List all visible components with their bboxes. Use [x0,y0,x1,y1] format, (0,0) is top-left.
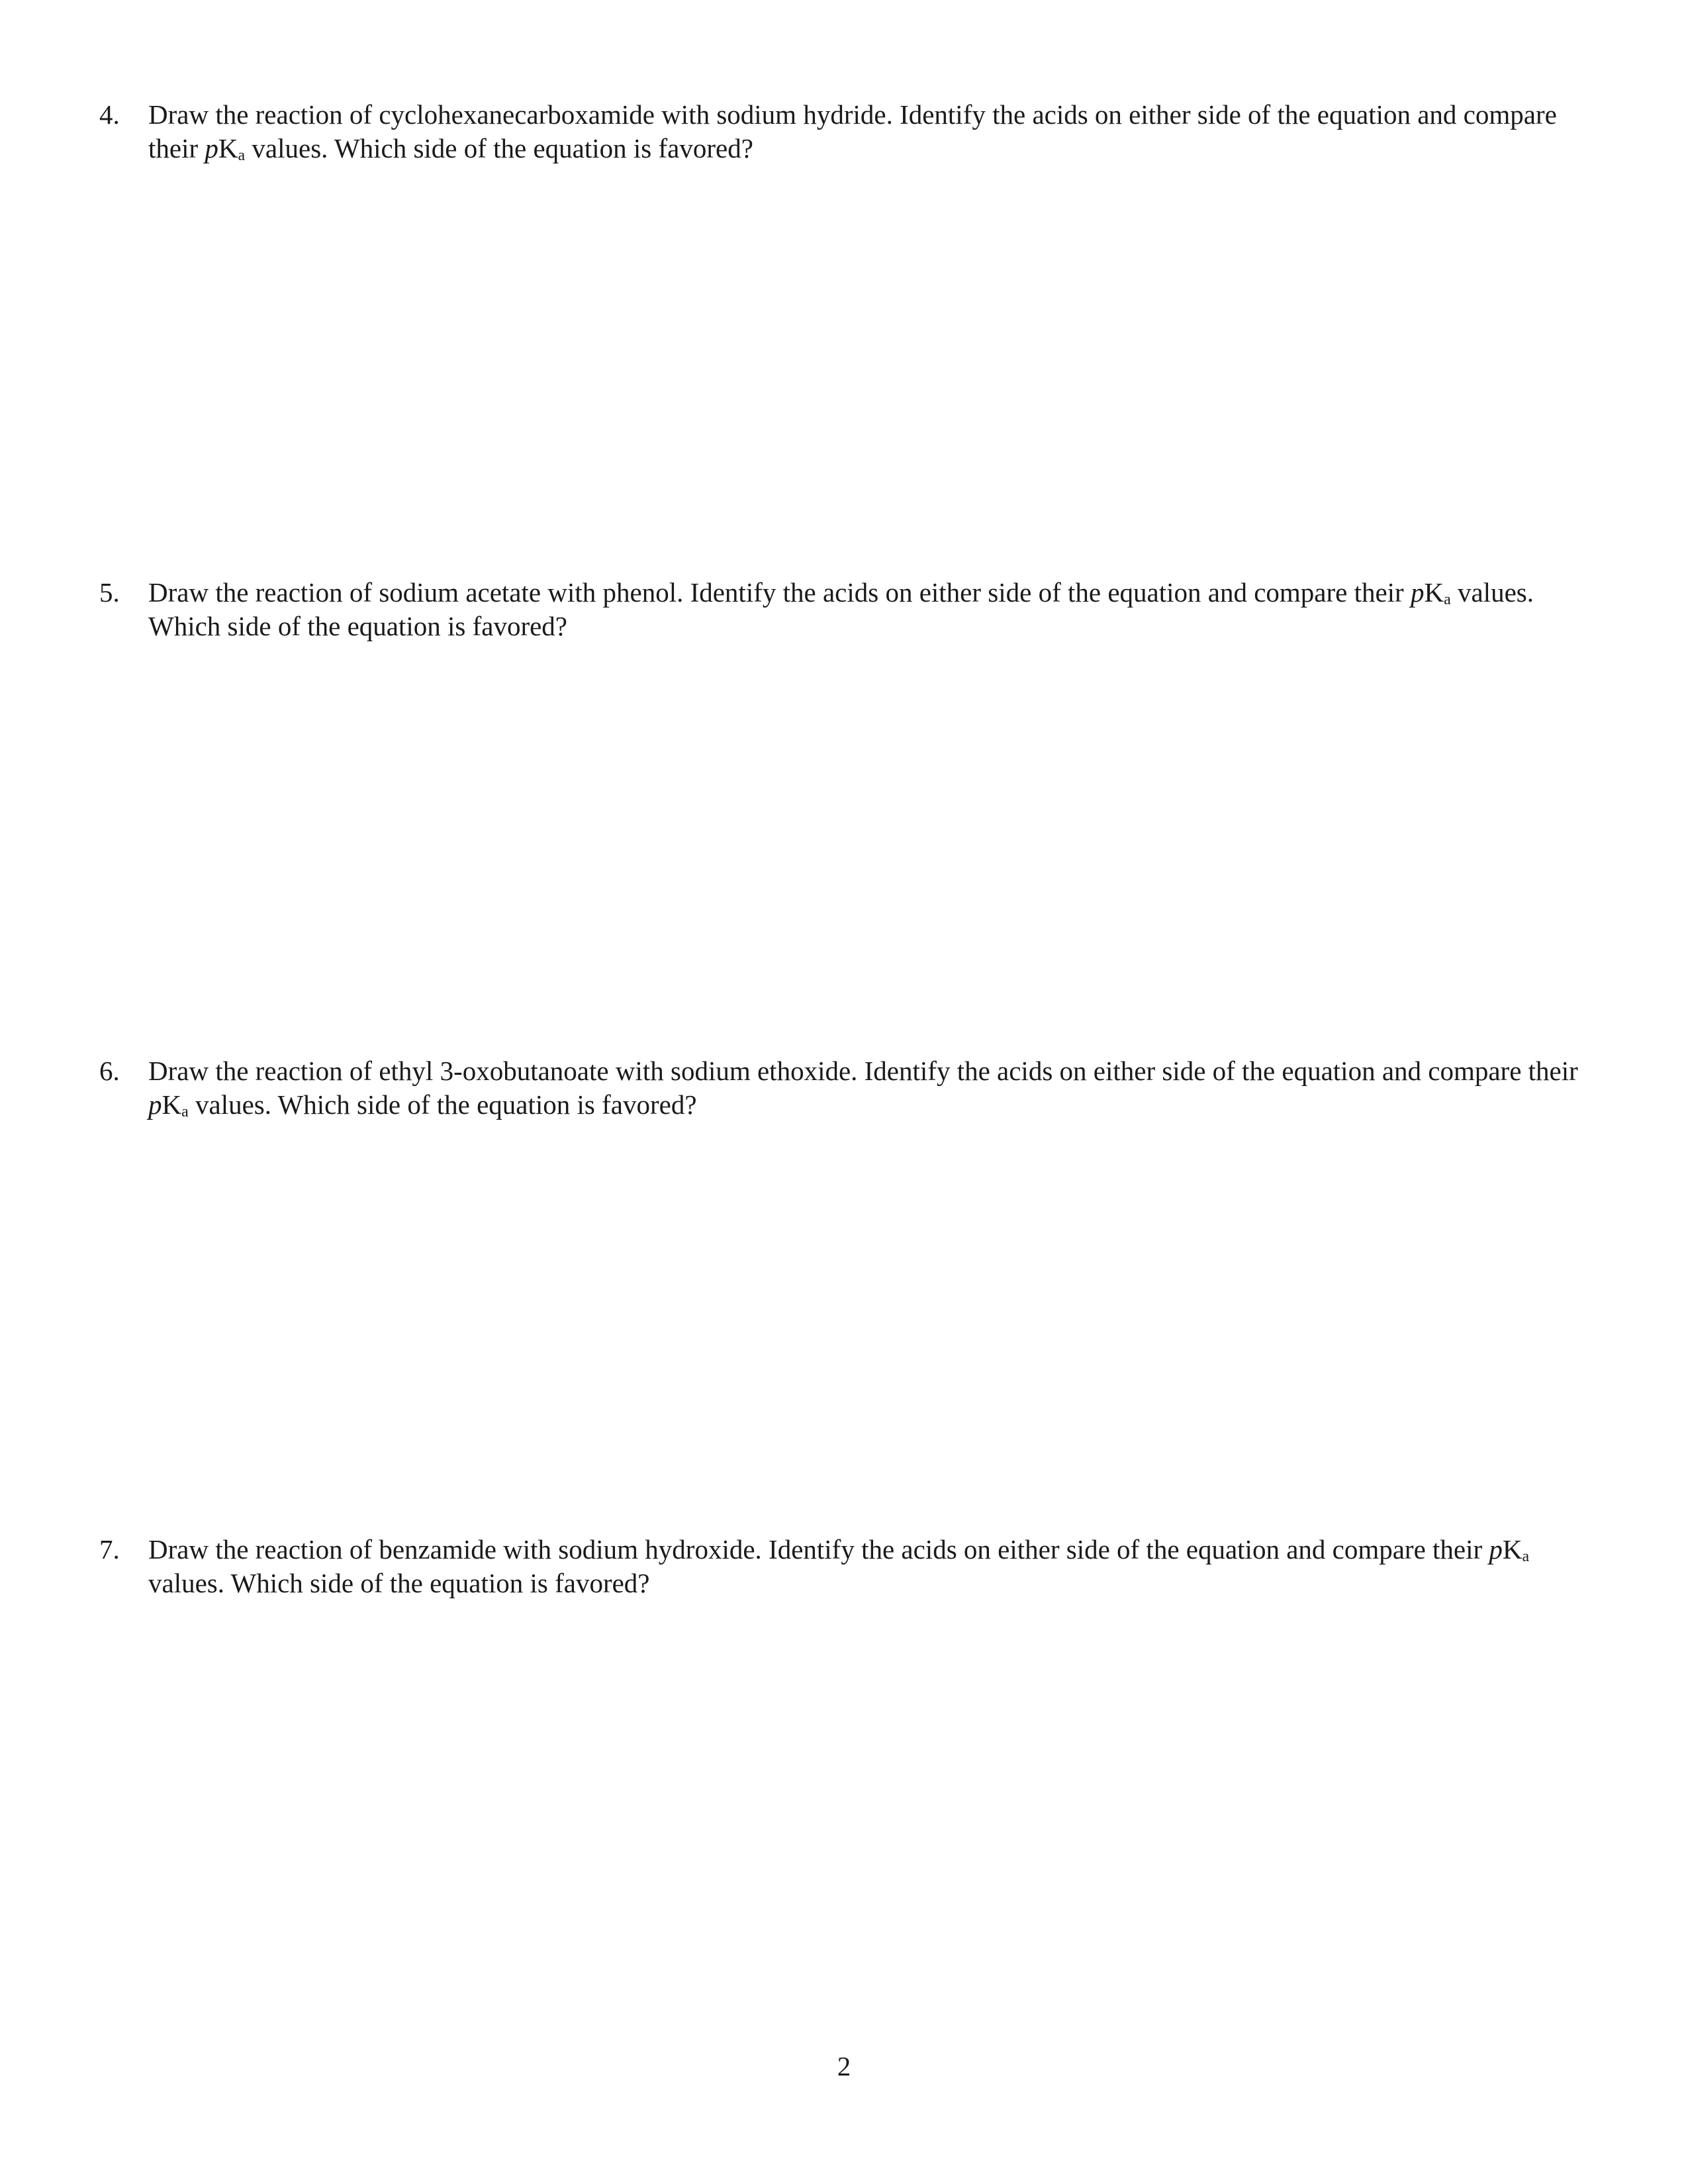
question-6 [99,1054,1582,1122]
question-4 [99,98,1582,165]
question-text-after: values. Which side of the equation is favored? [148,1568,650,1598]
pka-subscript: a [1444,591,1451,608]
question-text [148,1533,1582,1600]
pka-subscript: a [181,1103,189,1120]
question-number: 5. [99,577,120,608]
pka-k: K [162,1089,182,1120]
question-7 [99,1533,1582,1600]
question-5 [99,576,1582,643]
pka-k: K [218,133,238,163]
pka-subscript: a [238,147,246,164]
question-text-before: Draw the reaction of sodium acetate with phenol. Identify the acids on either side of the equation and compare their [148,577,1411,608]
question-text [148,576,1582,643]
question-text-after: values. Which side of the equation is favored? [188,1089,697,1120]
question-text-before: Draw the reaction of benzamide with sodium hydroxide. Identify the acids on either side of the equation and compare their [148,1534,1489,1565]
question-text-before: Draw the reaction of ethyl 3-oxobutanoate with sodium ethoxide. Identify the acids on either side of the equation and compare their [148,1056,1578,1086]
question-text [148,1054,1582,1122]
question-text-after: values. Which side of the equation is favored? [148,577,1534,641]
pka-k: K [1424,577,1444,608]
pka-p: p [148,1089,162,1120]
question-text-before: Draw the reaction of cyclohexanecarboxamide with sodium hydride. Identify the acids on either side of the equation and compare their [148,99,1557,163]
pka-p: p [1410,577,1425,608]
pka-subscript: a [1522,1548,1530,1565]
pka-k: K [1502,1534,1523,1565]
question-number: 7. [99,1534,120,1565]
question-text-after: values. Which side of the equation is favored? [245,133,753,163]
question-number: 4. [99,99,120,130]
pka-p: p [1489,1534,1503,1565]
question-number: 6. [99,1056,120,1086]
pka-p: p [205,133,218,163]
page-number: 2 [837,2051,851,2081]
question-text [148,98,1582,165]
